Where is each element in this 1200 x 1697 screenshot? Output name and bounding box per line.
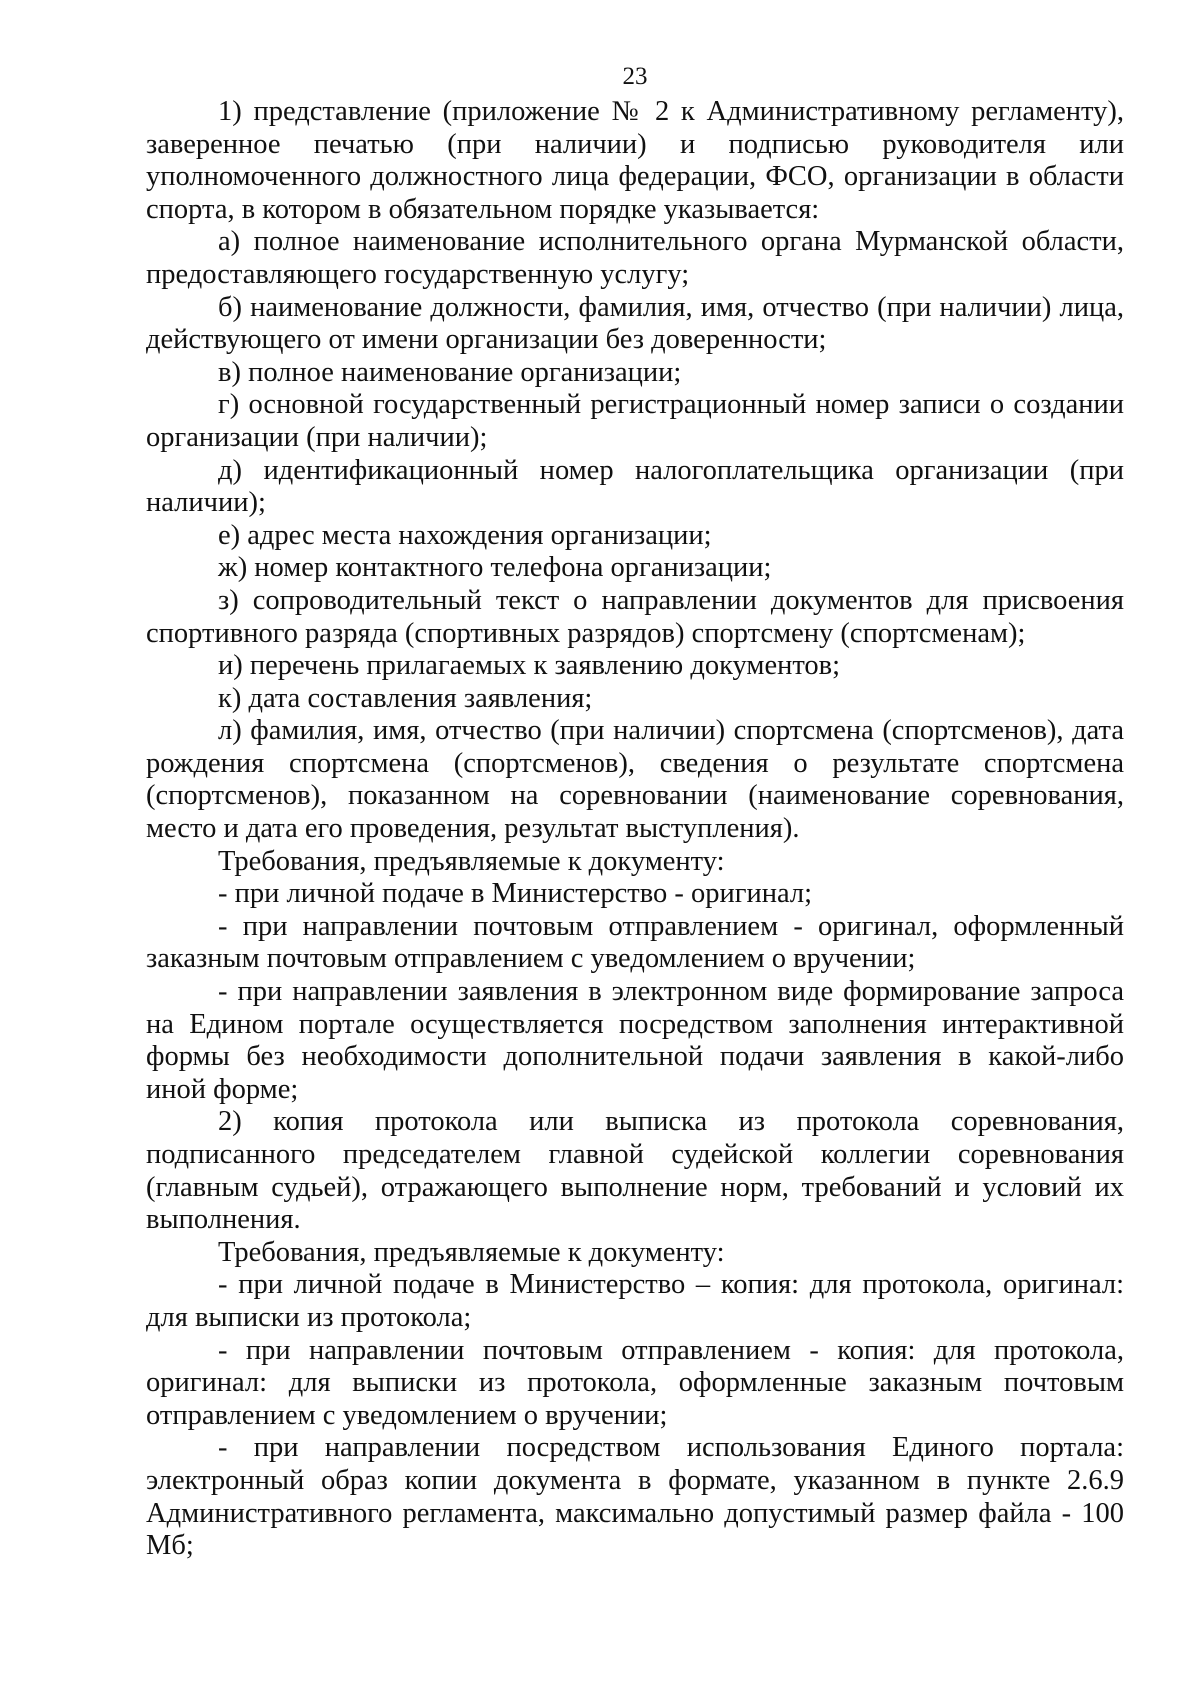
paragraph-protocol-portal: - при направлении посредством использования Единого портала: электронный образ копии документа в формате, указанном в пункте 2.6.9 Административного регламента, максимально допустимый размер файла - 100 Мб; bbox=[146, 1432, 1124, 1562]
paragraph-requirement-in-person: - при личной подаче в Министерство - оригинал; bbox=[218, 878, 813, 910]
paragraph-item-e: е) адрес места нахождения организации; bbox=[218, 519, 712, 551]
paragraph-requirement-electronic: - при направлении заявления в электронном виде формирование запроса на Едином портале осуществляется посредством заполнения интерактивной формы без необходимости дополнительной подачи заявления в какой-либо иной форме; bbox=[146, 976, 1124, 1105]
paragraph-item-d: д) идентификационный номер налогоплательщика организации (при наличии); bbox=[146, 454, 1124, 519]
paragraph-item-v: в) полное наименование организации; bbox=[218, 356, 682, 388]
document-body bbox=[146, 96, 1124, 1563]
paragraph-protocol-postal: - при направлении почтовым отправлением - копия: для протокола, оригинал: для выписки из протокола, оформленные заказным почтовым отправлением с уведомлением о вручении; bbox=[146, 1334, 1124, 1431]
paragraph-item-a: а) полное наименование исполнительного органа Мурманской области, предоставляющего государственную услугу; bbox=[146, 226, 1124, 290]
paragraph-requirement-postal: - при направлении почтовым отправлением - оригинал, оформленный заказным почтовым отправлением с уведомлением о вручении; bbox=[146, 910, 1124, 975]
paragraph-representation: 1) представление (приложение № 2 к Административному регламенту), заверенное печатью (при наличии) и подписью руководителя или уполномоченного должностного лица федерации, ФСО, организации в области спорта, в котором в обязательном порядке указывается: bbox=[146, 96, 1124, 225]
paragraph-item-k: к) дата составления заявления; bbox=[218, 682, 593, 714]
paragraph-item-b: б) наименование должности, фамилия, имя, отчество (при наличии) лица, действующего от имени организации без доверенности; bbox=[146, 291, 1124, 356]
paragraph-item-zh: ж) номер контактного телефона организации; bbox=[218, 552, 772, 584]
paragraph-protocol-copy: 2) копия протокола или выписка из протокола соревнования, подписанного председателем главной судейской коллегии соревнования (главным судьей), отражающего выполнение норм, требований и условий их выполнения. bbox=[146, 1106, 1124, 1236]
page-number: 23 bbox=[622, 63, 648, 90]
paragraph-requirements-heading-2: Требования, предъявляемые к документу: bbox=[218, 1236, 725, 1268]
paragraph-item-i: и) перечень прилагаемых к заявлению документов; bbox=[218, 650, 841, 682]
paragraph-protocol-in-person: - при личной подаче в Министерство – копия: для протокола, оригинал: для выписки из протокола; bbox=[146, 1269, 1124, 1333]
document-page bbox=[146, 62, 1124, 1563]
paragraph-item-g: г) основной государственный регистрационный номер записи о создании организации (при наличии); bbox=[146, 389, 1124, 453]
paragraph-requirements-heading: Требования, предъявляемые к документу: bbox=[218, 845, 725, 877]
paragraph-item-l: л) фамилия, имя, отчество (при наличии) спортсмена (спортсменов), дата рождения спортсмена (спортсменов), сведения о результате спортсмена (спортсменов), показанном на соревновании (наименование соревнования, место и дата его проведения, результат выступления). bbox=[146, 715, 1124, 845]
paragraph-item-z: з) сопроводительный текст о направлении документов для присвоения спортивного разряда (спортивных разрядов) спортсмену (спортсменам); bbox=[146, 584, 1124, 649]
